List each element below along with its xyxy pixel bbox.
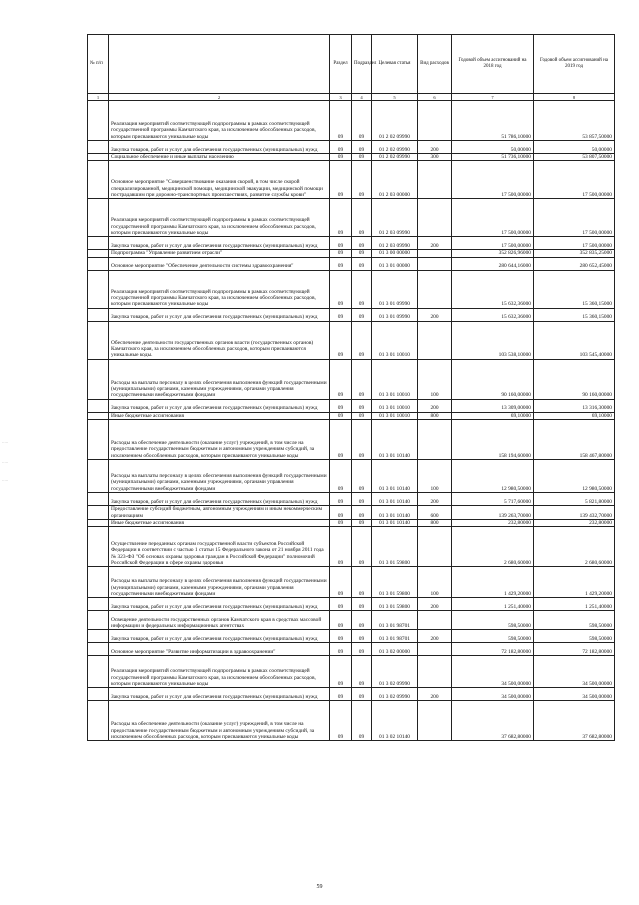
cell-csr: 01 3 01 59800 [372,527,418,567]
cell-csr: 01 3 01 98701 [372,630,418,643]
cell-podrazdel: 09 [352,520,372,527]
cell-vr [418,701,452,741]
table-row [88,399,615,412]
cell-2018: 15 632,36000 [452,308,534,321]
cell-vr: 200 [418,598,452,611]
cell-num [88,598,109,611]
table-row [88,701,615,741]
table-row [88,321,615,359]
cell-razdel: 09 [330,237,352,250]
cell-razdel: 09 [330,688,352,701]
cell-2019: 15 360,15000 [534,270,615,308]
table-row [88,493,615,506]
col-number: 1 [88,94,109,101]
cell-podrazdel: 09 [352,420,372,460]
cell-2019: 17 500,00000 [534,237,615,250]
cell-2018: 72 182,80000 [452,643,534,656]
cell-csr: 01 3 01 09990 [372,270,418,308]
cell-podrazdel: 09 [352,250,372,257]
cell-csr: 01 3 01 10010 [372,412,418,419]
table-row [88,567,615,598]
budget-table [87,34,615,741]
table-row [88,359,615,399]
cell-podrazdel: 09 [352,567,372,598]
cell-2019: 50,00000 [534,141,615,154]
table-row [88,611,615,630]
cell-podrazdel: 09 [352,321,372,359]
cell-razdel: 09 [330,460,352,493]
cell-podrazdel: 09 [352,154,372,161]
cell-csr: 01 2 02 09990 [372,101,418,141]
table-row [88,630,615,643]
cell-csr: 01 2 03 09990 [372,237,418,250]
cell-razdel: 09 [330,611,352,630]
cell-podrazdel: 09 [352,611,372,630]
table-row [88,101,615,141]
cell-2019: 598,50000 [534,611,615,630]
table-row [88,420,615,460]
cell-csr: 01 3 01 10140 [372,493,418,506]
cell-razdel: 09 [330,527,352,567]
cell-name: Закупка товаров, работ и услуг для обеспечения государственных (муниципальных) нужд [109,237,330,250]
column-number-row [88,94,615,101]
cell-num [88,199,109,237]
cell-podrazdel: 09 [352,270,372,308]
cell-razdel: 09 [330,701,352,741]
cell-2018: 139 263,70000 [452,506,534,520]
cell-num [88,412,109,419]
cell-razdel: 09 [330,506,352,520]
cell-name: Реализация мероприятий соответствующей подпрограммы в рамках соответствующей государственной программы Камчатского края, за исключением обособленных расходов, которым присваиваются уникальные коды [109,656,330,688]
col-number: 4 [352,94,372,101]
cell-razdel: 09 [330,359,352,399]
cell-num [88,643,109,656]
cell-csr: 01 2 03 09990 [372,199,418,237]
cell-num [88,359,109,399]
cell-name: Расходы на обеспечение деятельности (оказание услуг) учреждений, в том числе на предоставление государственным бюджетным и автономным учреждениям субсидий, за исключением обособленных расходов, которым присваиваются уникальные коды [109,701,330,741]
cell-csr: 01 3 01 09990 [372,308,418,321]
table-row [88,250,615,257]
cell-podrazdel: 09 [352,257,372,270]
cell-razdel: 09 [330,308,352,321]
cell-num [88,656,109,688]
cell-2018: 1 429,20000 [452,567,534,598]
col-number: 5 [372,94,418,101]
cell-razdel: 09 [330,199,352,237]
table-row [88,506,615,520]
cell-csr: 01 2 03 00000 [372,161,418,199]
cell-num [88,250,109,257]
cell-2018: 37 682,80000 [452,701,534,741]
margin-mark: ····· [2,440,9,445]
cell-podrazdel: 09 [352,237,372,250]
cell-name: Освещение деятельности государственных органов Камчатского края в средствах массовой информации и федеральных информационных агентствах [109,611,330,630]
cell-num [88,420,109,460]
cell-2018: 51 786,10000 [452,101,534,141]
cell-num [88,399,109,412]
cell-csr: 01 3 02 09990 [372,656,418,688]
cell-podrazdel: 09 [352,630,372,643]
cell-csr: 01 3 01 59800 [372,567,418,598]
table-row [88,199,615,237]
table-row [88,527,615,567]
margin-mark: ····· [2,460,9,465]
cell-razdel: 09 [330,141,352,154]
cell-podrazdel: 09 [352,161,372,199]
cell-2019: 17 500,00000 [534,199,615,237]
cell-csr: 01 3 00 00000 [372,250,418,257]
cell-vr [418,199,452,237]
cell-csr: 01 2 02 09990 [372,154,418,161]
cell-razdel: 09 [330,493,352,506]
cell-2019: 1 429,20000 [534,567,615,598]
table-row [88,154,615,161]
cell-vr [418,250,452,257]
cell-num [88,701,109,741]
cell-csr: 01 3 01 10140 [372,420,418,460]
cell-razdel: 09 [330,643,352,656]
cell-num [88,611,109,630]
cell-razdel: 09 [330,154,352,161]
cell-2018: 2 680,60000 [452,527,534,567]
cell-podrazdel: 09 [352,701,372,741]
cell-num [88,630,109,643]
cell-num [88,308,109,321]
cell-name: Расходы на обеспечение деятельности (оказание услуг) учреждений, в том числе на предоставление государственным бюджетным и автономным учреждениям субсидий, за исключением обособленных расходов, которым присваиваются уникальные коды [109,420,330,460]
cell-name: Основное мероприятие "Совершенствование оказания скорой, в том числе скорой специализированной, медицинской помощи, медицинской эвакуации, медицинской помощи пострадавшим при дорожно-транспортных происшествиях, развитие службы крови" [109,161,330,199]
cell-num [88,567,109,598]
cell-2019: 12 980,50000 [534,460,615,493]
cell-vr [418,656,452,688]
cell-2019: 53 807,50000 [534,154,615,161]
cell-csr: 01 3 01 10140 [372,506,418,520]
margin-mark: ····· [2,478,9,483]
cell-name: Предоставление субсидий бюджетным, автономным учреждениям и иным некоммерческим организациям [109,506,330,520]
cell-vr [418,270,452,308]
cell-2018: 103 538,10000 [452,321,534,359]
cell-csr: 01 3 01 10140 [372,460,418,493]
cell-2019: 2 680,60000 [534,527,615,567]
table-row [88,656,615,688]
cell-vr: 200 [418,493,452,506]
table-row [88,270,615,308]
page-number: 59 [316,884,323,890]
cell-podrazdel: 09 [352,141,372,154]
cell-vr: 200 [418,688,452,701]
cell-podrazdel: 09 [352,460,372,493]
cell-2019: 5 821,80000 [534,493,615,506]
header-row [88,35,615,94]
cell-podrazdel: 09 [352,199,372,237]
cell-name: Закупка товаров, работ и услуг для обеспечения государственных (муниципальных) нужд [109,688,330,701]
col-number: 8 [534,94,615,101]
cell-vr [418,420,452,460]
table-row [88,688,615,701]
col-number: 6 [418,94,452,101]
cell-name: Закупка товаров, работ и услуг для обеспечения государственных (муниципальных) нужд [109,308,330,321]
cell-num [88,257,109,270]
table-row [88,161,615,199]
cell-vr: 200 [418,399,452,412]
cell-razdel: 09 [330,412,352,419]
cell-2019: 72 182,80000 [534,643,615,656]
cell-csr: 01 3 02 09990 [372,688,418,701]
cell-podrazdel: 09 [352,493,372,506]
cell-name: Закупка товаров, работ и услуг для обеспечения государственных (муниципальных) нужд [109,141,330,154]
cell-razdel: 09 [330,567,352,598]
cell-num [88,506,109,520]
cell-num [88,270,109,308]
cell-2019: 598,50000 [534,630,615,643]
cell-vr: 100 [418,567,452,598]
cell-razdel: 09 [330,520,352,527]
cell-razdel: 09 [330,250,352,257]
cell-podrazdel: 09 [352,598,372,611]
header-name [109,35,330,94]
cell-2019: 232,80000 [534,520,615,527]
table-row [88,643,615,656]
header-podrazdel: Подраздел [352,35,372,94]
cell-vr: 100 [418,359,452,399]
cell-podrazdel: 09 [352,101,372,141]
cell-2019: 352 835,25000 [534,250,615,257]
cell-2018: 158 194,60000 [452,420,534,460]
cell-num [88,460,109,493]
cell-2019: 103 545,40000 [534,321,615,359]
cell-name: Иные бюджетные ассигнования [109,520,330,527]
cell-podrazdel: 09 [352,308,372,321]
cell-name: Иные бюджетные ассигнования [109,412,330,419]
cell-2018: 34 500,00000 [452,688,534,701]
cell-vr [418,321,452,359]
cell-name: Реализация мероприятий соответствующей подпрограммы в рамках соответствующей государственной программы Камчатского края, за исключением обособленных расходов, которым присваиваются уникальные коды [109,199,330,237]
cell-2018: 17 500,00000 [452,237,534,250]
cell-name: Закупка товаров, работ и услуг для обеспечения государственных (муниципальных) нужд [109,598,330,611]
cell-2019: 280 652,45000 [534,257,615,270]
cell-vr: 300 [418,154,452,161]
cell-csr: 01 3 02 00000 [372,643,418,656]
cell-name: Обеспечение деятельности государственных органов власти (государственных органов) Камчатского края, за исключением обособленных расходов, которым присваиваются уникальные коды. [109,321,330,359]
cell-razdel: 09 [330,161,352,199]
cell-name: Основное мероприятие "Обеспечение деятельности системы здравоохранения" [109,257,330,270]
cell-name: Осуществление переданных органам государственной власти субъектов Российской Федерации в соответствии с частью 1 статьи 15 Федерального закона от 21 ноября 2011 года № 323-ФЗ "Об основах охраны здоровья граждан в Российской Федерации" полномочий Российской Федерации в сфере охраны здоровья [109,527,330,567]
cell-vr: 800 [418,520,452,527]
col-number: 3 [330,94,352,101]
cell-2019: 53 857,50000 [534,101,615,141]
table-body [88,101,615,741]
cell-num [88,493,109,506]
table-row [88,598,615,611]
cell-razdel: 09 [330,420,352,460]
cell-podrazdel: 09 [352,527,372,567]
cell-2018: 50,00000 [452,141,534,154]
cell-vr: 600 [418,506,452,520]
cell-csr: 01 3 01 10010 [372,321,418,359]
cell-csr: 01 3 01 98701 [372,611,418,630]
cell-num [88,101,109,141]
cell-2018: 17 500,00000 [452,161,534,199]
cell-name: Закупка товаров, работ и услуг для обеспечения государственных (муниципальных) нужд [109,630,330,643]
cell-2018: 5 717,60000 [452,493,534,506]
cell-podrazdel: 09 [352,656,372,688]
cell-podrazdel: 09 [352,643,372,656]
cell-2018: 13 309,00000 [452,399,534,412]
cell-razdel: 09 [330,656,352,688]
cell-2018: 51 736,10000 [452,154,534,161]
cell-vr [418,257,452,270]
cell-csr: 01 3 01 10010 [372,359,418,399]
cell-num [88,321,109,359]
cell-podrazdel: 09 [352,688,372,701]
cell-num [88,161,109,199]
cell-name: Подпрограмма "Управление развитием отрасли" [109,250,330,257]
cell-2019: 90 160,00000 [534,359,615,399]
cell-vr [418,643,452,656]
col-number: 7 [452,94,534,101]
cell-2018: 34 500,00000 [452,656,534,688]
cell-csr: 01 3 01 10140 [372,520,418,527]
cell-podrazdel: 09 [352,359,372,399]
cell-name: Закупка товаров, работ и услуг для обеспечения государственных (муниципальных) нужд [109,399,330,412]
cell-num [88,154,109,161]
cell-razdel: 09 [330,399,352,412]
cell-razdel: 09 [330,630,352,643]
header-csr: Целевая статья [372,35,418,94]
cell-2019: 13 316,30000 [534,399,615,412]
cell-vr: 200 [418,237,452,250]
cell-2019: 158 467,80000 [534,420,615,460]
cell-name: Социальное обеспечение и иные выплаты населению [109,154,330,161]
cell-2018: 1 251,40000 [452,598,534,611]
cell-2018: 232,80000 [452,520,534,527]
cell-csr: 01 2 02 09990 [372,141,418,154]
table-row [88,520,615,527]
cell-2018: 17 500,00000 [452,199,534,237]
cell-2018: 352 826,96000 [452,250,534,257]
cell-2018: 598,50000 [452,630,534,643]
cell-name: Расходы на выплаты персоналу в целях обеспечения выполнения функций государственными (муниципальными) органами, казенными учреждениями, органами управления государственными внебюджетными фондами [109,567,330,598]
cell-vr: 100 [418,460,452,493]
header-2018: Годовой объем ассигнований на 2018 год [452,35,534,94]
cell-2018: 598,50000 [452,611,534,630]
cell-vr: 200 [418,308,452,321]
cell-vr [418,611,452,630]
cell-2018: 90 160,00000 [452,359,534,399]
cell-2019: 69,10000 [534,412,615,419]
cell-csr: 01 3 01 10010 [372,399,418,412]
cell-vr: 200 [418,630,452,643]
cell-vr: 200 [418,141,452,154]
cell-vr [418,101,452,141]
cell-name: Реализация мероприятий соответствующей подпрограммы в рамках соответствующей государственной программы Камчатского края, за исключением обособленных расходов, которым присваиваются уникальные коды [109,270,330,308]
table-row [88,237,615,250]
cell-razdel: 09 [330,321,352,359]
col-number: 2 [109,94,330,101]
cell-podrazdel: 09 [352,506,372,520]
cell-2019: 34 500,00000 [534,688,615,701]
cell-razdel: 09 [330,101,352,141]
header-razdel: Раздел [330,35,352,94]
budget-table-sheet [87,34,614,741]
table-row [88,257,615,270]
table-row [88,308,615,321]
cell-vr [418,527,452,567]
cell-2018: 69,10000 [452,412,534,419]
cell-num [88,527,109,567]
cell-2019: 34 500,00000 [534,656,615,688]
cell-num [88,520,109,527]
header-num: № п/п [88,35,109,94]
cell-num [88,688,109,701]
cell-name: Расходы на выплаты персоналу в целях обеспечения выполнения функций государственными (муниципальными) органами, казенными учреждениями, органами управления государственными внебюджетными фондами [109,460,330,493]
cell-name: Реализация мероприятий соответствующей подпрограммы в рамках соответствующей государственной программы Камчатского края, за исключением обособленных расходов, которым присваиваются уникальные коды [109,101,330,141]
table-row [88,460,615,493]
cell-razdel: 09 [330,270,352,308]
cell-num [88,141,109,154]
header-2019: Годовой объем ассигнований на 2019 год [534,35,615,94]
table-row [88,412,615,419]
cell-vr [418,161,452,199]
cell-num [88,237,109,250]
cell-csr: 01 3 01 59800 [372,598,418,611]
cell-name: Основное мероприятие "Развитие информатизации в здравоохранении" [109,643,330,656]
cell-razdel: 09 [330,257,352,270]
cell-csr: 01 3 02 10140 [372,701,418,741]
cell-2019: 139 432,70000 [534,506,615,520]
cell-2018: 12 980,50000 [452,460,534,493]
cell-2019: 1 251,40000 [534,598,615,611]
cell-2019: 15 360,15000 [534,308,615,321]
cell-name: Закупка товаров, работ и услуг для обеспечения государственных (муниципальных) нужд [109,493,330,506]
cell-name: Расходы на выплаты персоналу в целях обеспечения выполнения функций государственными (муниципальными) органами, казенными учреждениями, органами управления государственными внебюджетными фондами [109,359,330,399]
table-row [88,141,615,154]
cell-2018: 280 644,16000 [452,257,534,270]
cell-vr: 800 [418,412,452,419]
cell-2019: 37 682,80000 [534,701,615,741]
cell-csr: 01 3 01 00000 [372,257,418,270]
cell-razdel: 09 [330,598,352,611]
header-vr: Вид расходов [418,35,452,94]
cell-podrazdel: 09 [352,412,372,419]
cell-2019: 17 500,00000 [534,161,615,199]
cell-podrazdel: 09 [352,399,372,412]
cell-2018: 15 632,36000 [452,270,534,308]
